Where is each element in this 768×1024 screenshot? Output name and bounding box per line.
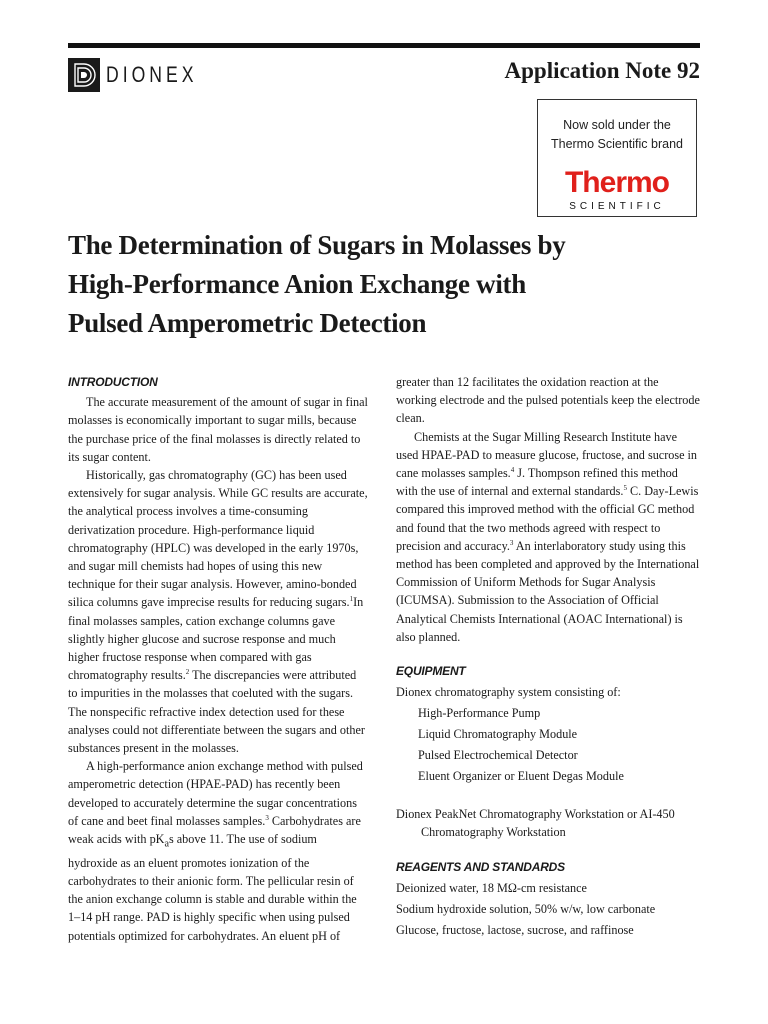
workstation-text: Dionex PeakNet Chromatography Workstation or AI-450 Chromatography Workstation [396, 807, 675, 840]
text-run: The discrepancies were attributed to impurities in the molasses that coeluted with the sugars. The nonspecific refractive index detection used for these analyses could not differentiate between the sugars and other substances present in the molasses. [68, 668, 365, 756]
top-rule [68, 43, 700, 48]
equipment-item: High-Performance Pump [418, 706, 541, 721]
title-line: The Determination of Sugars in Molasses by [68, 230, 566, 260]
application-note-number: Application Note 92 [504, 58, 700, 83]
citation-ref: 5 [623, 484, 627, 493]
intro-paragraph-3 [68, 757, 368, 944]
reagents-heading: REAGENTS AND STANDARDS [396, 859, 565, 874]
brand-notice-line1: Now sold under the [563, 118, 671, 132]
equipment-item: Liquid Chromatography Module [418, 727, 578, 742]
right-column [396, 373, 700, 941]
equipment-heading: EQUIPMENT [396, 664, 466, 679]
text-run: s above 11. The use of sodium hydroxide as an eluent promotes ionization of the carbohydrates to their anionic form. The pellicular resin of the anion exchange column is stable and durable within the 1–14 pH range. PAD is highly specific when using pulsed potentials optimized for carbohydrates. An eluent pH of [68, 832, 357, 943]
text-run: Historically, gas chromatography (GC) has been used extensively for sugar analysis. While GC results are accurate, the analytical process involves a time-consuming derivatization procedure. High-performance liquid chromatography (HPLC) was developed in the early 1970s, and sugar mill chemists had hopes of using this new technique for their sugar analysis. However, amino-bonded silica columns gave imprecise results for reducing sugars. [68, 468, 368, 610]
title-line: Pulsed Amperometric Detection [68, 308, 427, 338]
citation-ref: 1 [349, 595, 354, 604]
reagent-item: Sodium hydroxide solution, 50% w/w, low carbonate [396, 901, 656, 916]
dionex-logo [68, 58, 220, 92]
text-run: C. Day-Lewis compared this improved method with the official GC method and found that the two methods agreed with respect to precision and accuracy. [396, 484, 699, 553]
title-line: High-Performance Anion Exchange with [68, 269, 526, 299]
intro-paragraph-3-continued: greater than 12 facilitates the oxidation reaction at the working electrode and the pulsed potentials keep the electrode clean. [396, 375, 700, 426]
intro-paragraph-1: The accurate measurement of the amount of sugar in final molasses is economically important to sugar mills, because the purchase price of the final molasses is directly related to its sugar content. [68, 395, 368, 464]
reagent-item: Deionized water, 18 MΩ-cm resistance [396, 880, 587, 895]
text-run: Chemists at the Sugar Milling Research Institute have used HPAE-PAD to measure glucose, fructose, and sucrose in cane molasses samples. [396, 429, 698, 481]
text-run: An interlaboratory study using this method has been completed and approved by the International Commission of Uniform Methods for Sugar Analysis (ICUMSA). Submission to the Association of Official Analytical Chemists International (AOAC International) is also planned. [396, 538, 700, 644]
citation-ref: 2 [185, 668, 190, 677]
subscript: a [164, 838, 169, 850]
thermo-brand-box [537, 99, 697, 217]
text-run: In final molasses samples, cation exchange columns gave slightly higher glucose and sucrose response and much higher fructose response when compared with gas chromatography results. [68, 595, 364, 683]
text-run: J. Thompson refined this method with the use of internal and external standards. [396, 466, 678, 499]
brand-notice-line2: Thermo Scientific brand [550, 137, 683, 151]
intro-paragraph-2 [68, 466, 368, 757]
thermo-logo-word: Thermo [564, 166, 669, 199]
text-run: A high-performance anion exchange method with pulsed amperometric detection (HPAE-PAD) has recently been developed to accurately determine the sugar concentrations of cane and beet final molasses samples. [68, 759, 363, 828]
intro-paragraph-4 [396, 428, 700, 646]
citation-ref: 3 [265, 813, 269, 822]
dionex-logo-icon [68, 58, 100, 92]
introduction-heading: INTRODUCTION [68, 375, 158, 389]
citation-ref: 3 [509, 538, 514, 547]
equipment-item: Eluent Organizer or Eluent Degas Module [418, 769, 624, 784]
text-run: Carbohydrates are weak acids with pK [68, 813, 361, 847]
equipment-lead: Dionex chromatography system consisting of: [396, 685, 621, 700]
document-title [68, 226, 708, 343]
reagent-item: Glucose, fructose, lactose, sucrose, and raffinose [396, 922, 634, 937]
left-column [68, 373, 368, 945]
citation-ref: 4 [510, 465, 515, 474]
thermo-logo-sub: SCIENTIFIC [569, 201, 665, 212]
logo-wordmark: DIONEX [106, 62, 198, 87]
equipment-item: Pulsed Electrochemical Detector [418, 748, 578, 763]
